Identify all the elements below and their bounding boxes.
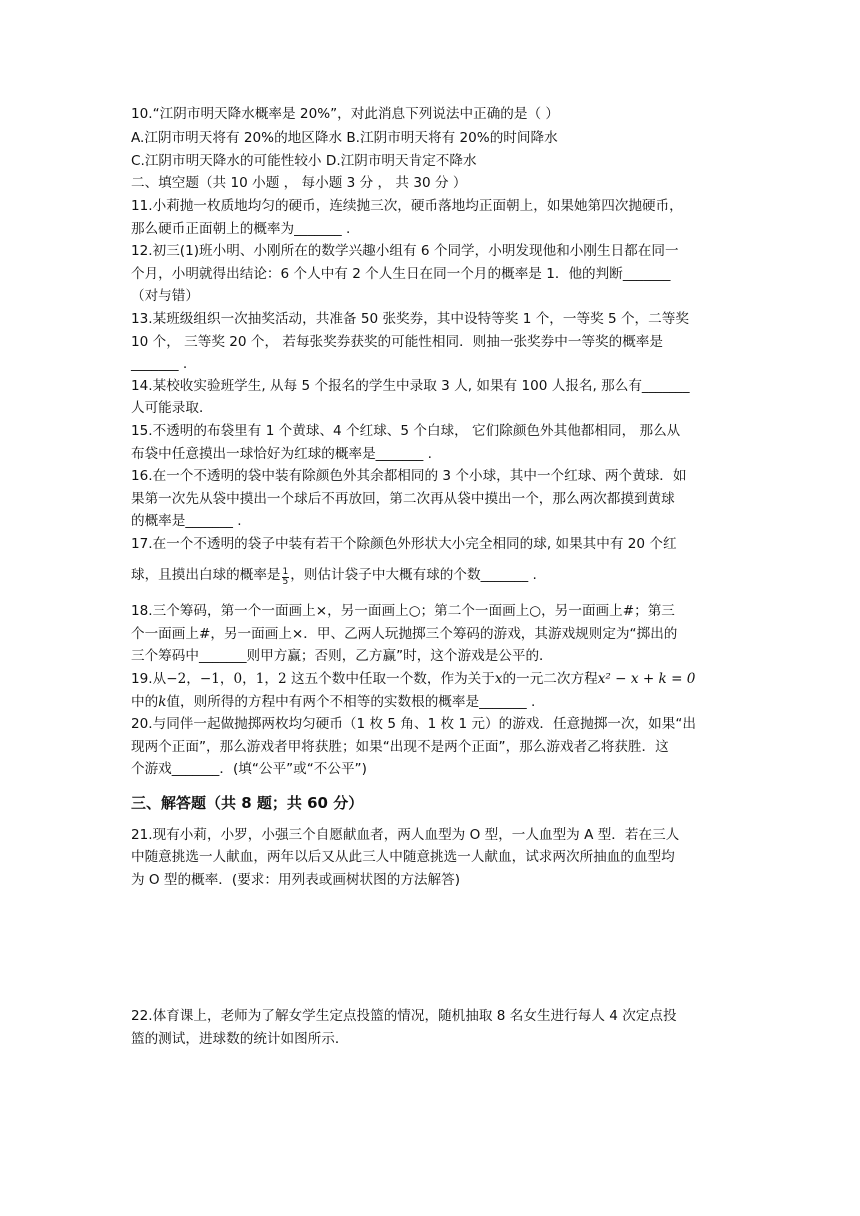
q22-line2: 篮的测试，进球数的统计如图所示．	[131, 1031, 349, 1047]
fraction-one-fifth	[282, 568, 290, 587]
q14-line1: 14.某校收实验班学生, 从每 5 个报名的学生中录取 3 人, 如果有 100 人报名, 那么有_______	[131, 378, 690, 394]
q18-line3: 三个筹码中_______则甲方赢；否则，乙方赢”时，这个游戏是公平的．	[131, 648, 553, 664]
variable-k: k	[158, 694, 167, 710]
q19-line2	[131, 693, 535, 711]
q21-line2: 中随意挑选一人献血，两年以后又从此三人中随意挑选一人献血，试求两次所抽血的血型均	[131, 849, 675, 865]
q14-line2: 人可能录取．	[131, 400, 213, 416]
q12-line2: 个月，小明就得出结论：6 个人中有 2 个人生日在同一个月的概率是 1．他的判断_______	[131, 266, 671, 282]
section-2-title: 二、填空题（共 10 小题 ， 每小题 3 分 ， 共 30 分 ）	[131, 175, 467, 191]
fraction-denominator: 5	[282, 577, 289, 587]
q10-stem: 10.“江阴市明天降水概率是 20%”，对此消息下列说法中正确的是（ ）	[131, 106, 559, 122]
q20-line2: 现两个正面”，那么游戏者甲将获胜；如果“出现不是两个正面”，那么游戏者乙将获胜．这	[131, 739, 669, 755]
q11-line1: 11.小莉抛一枚质地均匀的硬币，连续抛三次，硬币落地均正面朝上，如果她第四次抛硬币，	[131, 198, 683, 214]
q20-line1: 20.与同伴一起做抛掷两枚均匀硬币（1 枚 5 角、1 枚 1 元）的游戏．任意抛掷一次，如果“出	[131, 716, 696, 732]
q15-line1: 15.不透明的布袋里有 1 个黄球、4 个红球、5 个白球， 它们除颜色外其他都相同， 那么从	[131, 423, 681, 439]
q10-options-ab: A.江阴市明天将有 20%的地区降水 B.江阴市明天将有 20%的时间降水	[131, 130, 558, 146]
q17-text-b: ，则估计袋子中大概有球的个数_______ .	[290, 567, 537, 583]
fraction-numerator: 1	[282, 567, 289, 577]
q21-line1: 21.现有小莉，小罗，小强三个自愿献血者，两人血型为 O 型，一人血型为 A 型．若在三人	[131, 827, 680, 843]
q12-line1: 12.初三(1)班小明、小刚所在的数学兴趣小组有 6 个同学，小明发现他和小刚生日都在同一	[131, 243, 679, 259]
q22-line1: 22.体育课上，老师为了解女学生定点投篮的情况，随机抽取 8 名女生进行每人 4 次定点投	[131, 1008, 677, 1024]
q11-line2: 那么硬币正面朝上的概率为_______ .	[131, 221, 351, 237]
q19-line1	[131, 670, 695, 688]
q12-line3: （对与错）	[131, 288, 199, 304]
q13-line1: 13.某班级组织一次抽奖活动，共准备 50 张奖券，其中设特等奖 1 个，一等奖 5 个，二等奖	[131, 311, 689, 327]
q20-line3: 个游戏_______．(填“公平”或“不公平”)	[131, 761, 367, 777]
q17-line1: 17.在一个不透明的袋子中装有若干个除颜色外形状大小完全相同的球, 如果其中有 20 个红	[131, 536, 677, 552]
q16-line2: 果第一次先从袋中摸出一个球后不再放回，第二次再从袋中摸出一个，那么两次都摸到黄球	[131, 491, 675, 507]
section-3-title: 三、解答题（共 8 题；共 60 分）	[131, 794, 364, 812]
q13-line3: _______ .	[131, 356, 188, 372]
q19-text-d: 中的	[131, 694, 159, 710]
q13-line2: 10 个， 三等奖 20 个， 若每张奖券获奖的可能性相同．则抽一张奖券中一等奖的概率是	[131, 334, 663, 350]
q15-line2: 布袋中任意摸出一球恰好为红球的概率是_______ .	[131, 446, 432, 462]
q19-text-a: 19.从	[131, 671, 167, 687]
q19-text-e: 值，则所得的方程中有两个不相等的实数根的概率是_______ .	[166, 694, 536, 710]
q18-line1: 18.三个筹码，第一个一面画上×，另一面画上○；第二个一面画上○，另一面画上#；第三	[131, 603, 675, 619]
q19-text-c: 的一元二次方程	[502, 671, 598, 687]
q16-line3: 的概率是_______ .	[131, 513, 242, 529]
q17-line2	[131, 566, 537, 587]
q16-line1: 16.在一个不透明的袋中装有除颜色外其余都相同的 3 个小球，其中一个红球、两个黄球．如	[131, 468, 687, 484]
variable-x: x	[494, 671, 503, 687]
q17-text-a: 球，且摸出白球的概率是	[131, 567, 281, 583]
q18-line2: 个一面画上#，另一面画上×．甲、乙两人玩抛掷三个筹码的游戏，其游戏规则定为“掷出的	[131, 626, 678, 642]
q19-text-b: 这五个数中任取一个数，作为关于	[286, 671, 495, 687]
q19-number-list: −2，−1，0，1，2	[166, 671, 287, 687]
quadratic-equation: x² − x + k = 0	[597, 671, 696, 687]
q21-line3: 为 O 型的概率．(要求：用列表或画树状图的方法解答)	[131, 872, 461, 888]
q10-options-cd: C.江阴市明天降水的可能性较小 D.江阴市明天肯定不降水	[131, 153, 477, 169]
